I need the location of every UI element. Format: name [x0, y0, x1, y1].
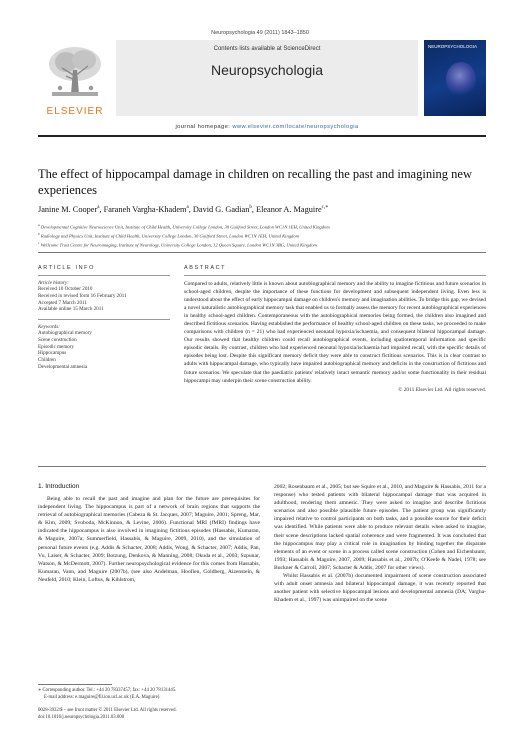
keyword-item: Episodic memory [38, 343, 75, 350]
history-label: Article history: [38, 279, 69, 286]
affiliation-text: Developmental Cognitive Neuroscience Unit, Institute of Child Health, University College London, 30 Guilford Street, London WC1N 1EH, United Kingdom [40, 224, 330, 230]
elsevier-logo [38, 40, 110, 122]
intro-paragraph: Whilst Hassabis et al. (2007b) documented impairment of scene construction associated with adult onset amnesia and bilateral hippocampal damage, it was recently reported that another patient with selective hippocampal lesions and developmental amnesia (DA; Vargha-Khadem et al., 1997) was unimpaired on the scene [274, 573, 486, 604]
contents-prefix: Contents lists available at [213, 46, 284, 52]
section-heading-introduction: 1. Introduction [38, 483, 80, 490]
affiliation-item [38, 240, 486, 249]
article-title: The effect of hippocampal damage in children on recalling the past and imagining new experiences [38, 167, 472, 197]
abstract-label: ABSTRACT [184, 265, 227, 271]
author-affil-mark: a [97, 205, 100, 210]
author-separator: , [99, 204, 104, 214]
intro-paragraph-continued: 2002; Rosenbaum et al., 2005; but see Squire et al., 2010, and Maguire & Hassabis, 2011 for a response) who tested patients with bilateral hippocampal damage that was acquired in adulthood, rendering them amnesic. They were asked to imagine and describe fictitious scenarios and also possible plausible future episodes. The patient group was significantly impaired relative to control participants on both tasks, and a possible source for their deficit was identified. While patients were able to produce relevant details when asked to imagine, their scene descriptions lacked spatial coherence and were fragmented. It was concluded that the hippocampus may play a critical role in imagination by binding together the disparate elements of an event or scene in a process called scene construction (Cohen and Eichenbaum, 1993; Hassabis & Maguire, 2007, 2009; Hassabis et al., 2007b; O'Keefe & Nadel, 1978; see Buckner & Carroll, 2007; Schacter & Addis, 2007 for other views). [274, 484, 486, 571]
author-separator: , [251, 204, 256, 214]
history-item: Received 10 October 2010 [38, 286, 93, 293]
homepage-prefix: journal homepage: [175, 124, 233, 130]
abstract-text: Compared to adults, relatively little is known about autobiographical memory and the ability to imagine fictitious and future scenarios in school-aged children, despite the importance of these functions for development and subsequent independent living. Even less is understood about the effect of early hippocampal damage on children's memory and imagination abilities. To bridge this gap, we devised a novel naturalistic autobiographical memory task that enabled us to formally assess the memory for recent autobiographical experiences in healthy school-aged children. Contemporaneous with the autobiographical memories being formed, the children also imagined and described fictitious scenarios. Having established the performance of healthy school-aged children on these tasks, we proceeded to make comparisons with children (n = 21) who had experienced neonatal hypoxia/ischaemia, and consequent bilateral hippocampal damage. Our results showed that healthy children could recall autobiographical events, including spatiotemporal information and specific episodic details. By contrast, children who had experienced neonatal hypoxia/ischaemia had impaired recall, with the specific details of episodes being lost. Despite this significant memory deficit they were able to construct fictitious scenarios. This is in clear contrast to adults with hippocampal damage, who typically have impaired autobiographical memory and deficits in the construction of fictitious and future scenarios. We speculate that the paediatric patients' relatively intact semantic memory and/or some functionality in their residual hippocampi may underpin their scene construction ability. [184, 280, 486, 384]
author-affil-mark: c,∗ [321, 205, 329, 210]
body-column-left [38, 483, 260, 584]
abstract-panel [184, 265, 486, 393]
doi-link[interactable]: doi:10.1016/j.neuropsychologia.2011.03.008 [38, 714, 125, 720]
article-identifiers [38, 708, 338, 721]
keywords-list [38, 324, 170, 371]
affiliation-item [38, 231, 486, 240]
article-info-panel [38, 265, 170, 370]
affiliation-mark: b [38, 232, 40, 237]
footnote-rule [38, 684, 112, 685]
keyword-item: Autobiographical memory [38, 330, 92, 337]
keyword-item: Developmental amnesia [38, 363, 88, 370]
journal-header [38, 40, 486, 132]
author-name[interactable]: Eleanor A. Maguire [256, 204, 322, 214]
affiliation-text: Radiology and Physics Unit, Institute of Child Health, University College London, 30 Guilford Street, London WC1N 1EH, United Kingdom [40, 233, 299, 239]
cover-title: NEUROPSYCHOLOGIA [428, 44, 478, 49]
author-separator: , [188, 204, 193, 214]
keyword-item: Scene construction [38, 336, 77, 343]
affiliation-list [38, 222, 486, 249]
footnote-contact: ∗ Corresponding author. Tel.: +44 20 78337457; fax: +44 20 78131445. [38, 688, 177, 693]
intro-paragraph: Being able to recall the past and imagine and plan for the future are prerequisites for independent living. The hippocampus is part of a network of brain regions that supports the retrieval of autobiographical memories (Cabeza & St. Jacques, 2007; Maguire, 2001; Spreng, Mar, & Kim, 2009; Svoboda, McKinnon, & Levine, 2006). Functional MRI (fMRI) findings have indicated the hippocampus is also involved in imagining fictitious episodes (Hassabis, Kumaran, & Maguire, 2007a; Summerfield, Hassabis, & Maguire, 2009, 2010), and the simulation of personal future events (e.g. Addis & Schacter, 2008; Addis, Wong, & Schacter, 2007; Addis, Pan, Vu, Laiser, & Schacter, 2009; Botzung, Denkova, & Manning, 2008; Okuda et al., 2003; Szpunar, Watson, & McDermott, 2007). Further neuropsychological evidence for this comes from Hassabis, Kumaran, Vann, and Maguire (2007b), (see also Andelman, Hoofien, Goldberg, Aizenstein, & Neufeld, 2010; Klein, Loftus, & Kihlstrom, [38, 496, 260, 583]
journal-citation: Neuropsychologia 49 (2011) 1843–1850 [211, 30, 309, 36]
body-column-right [274, 483, 486, 604]
keywords-label: Keywords: [38, 323, 60, 330]
history-item: Available online 15 March 2011 [38, 306, 104, 313]
abstract-rule [184, 275, 486, 276]
keyword-item: Children [38, 357, 56, 364]
history-item: Received in revised form 16 February 2011 [38, 292, 127, 299]
author-name[interactable]: David G. Gadian [192, 204, 250, 214]
corresponding-author-footnote [38, 688, 260, 701]
abstract-divider [38, 466, 486, 467]
journal-name: Neuropsychologia [210, 62, 324, 78]
article-history [38, 280, 170, 314]
affiliation-divider [38, 252, 486, 253]
keyword-item: Hippocampus [38, 350, 67, 357]
elsevier-wordmark: ELSEVIER [46, 106, 104, 117]
affiliation-item [38, 222, 486, 231]
keywords-rule [38, 319, 170, 320]
journal-homepage-line [116, 124, 418, 130]
author-name[interactable]: Faraneh Vargha-Khadem [103, 204, 187, 214]
sciencedirect-link[interactable]: ScienceDirect [283, 46, 321, 52]
author-affil-mark: b [249, 205, 252, 210]
article-info-label: ARTICLE INFO [38, 265, 95, 271]
issn-line: 0028-3932/$ – see front matter © 2011 Elsevier Ltd. All rights reserved. [38, 708, 177, 713]
history-item: Accepted 7 March 2011 [38, 299, 87, 306]
affiliation-mark: c [38, 241, 40, 246]
author-list [38, 204, 486, 214]
author-affil-mark: a [186, 205, 189, 210]
affiliation-mark: a [38, 223, 40, 227]
header-divider [38, 135, 486, 137]
author-name[interactable]: Janine M. Cooper [38, 204, 98, 214]
affiliation-text: Wellcome Trust Centre for Neuroimaging, Institute of Neurology, University College London, 12 Queen Square, London WC1N 3BG, United Kingdom [40, 242, 317, 248]
brain-scan-graphic [446, 62, 476, 96]
contents-available-line [116, 46, 418, 52]
journal-cover-image [424, 40, 486, 116]
footnote-email[interactable]: E-mail address: e.maguire@fil.ion.ucl.ac.uk (E.A. Maguire). [44, 694, 161, 700]
article-info-rule [38, 275, 170, 276]
abstract-copyright: © 2011 Elsevier Ltd. All rights reserved. [398, 386, 486, 393]
elsevier-tree-icon [46, 46, 104, 98]
homepage-link[interactable]: www.elsevier.com/locate/neuropsychologia [232, 124, 359, 130]
journal-banner [116, 40, 418, 116]
